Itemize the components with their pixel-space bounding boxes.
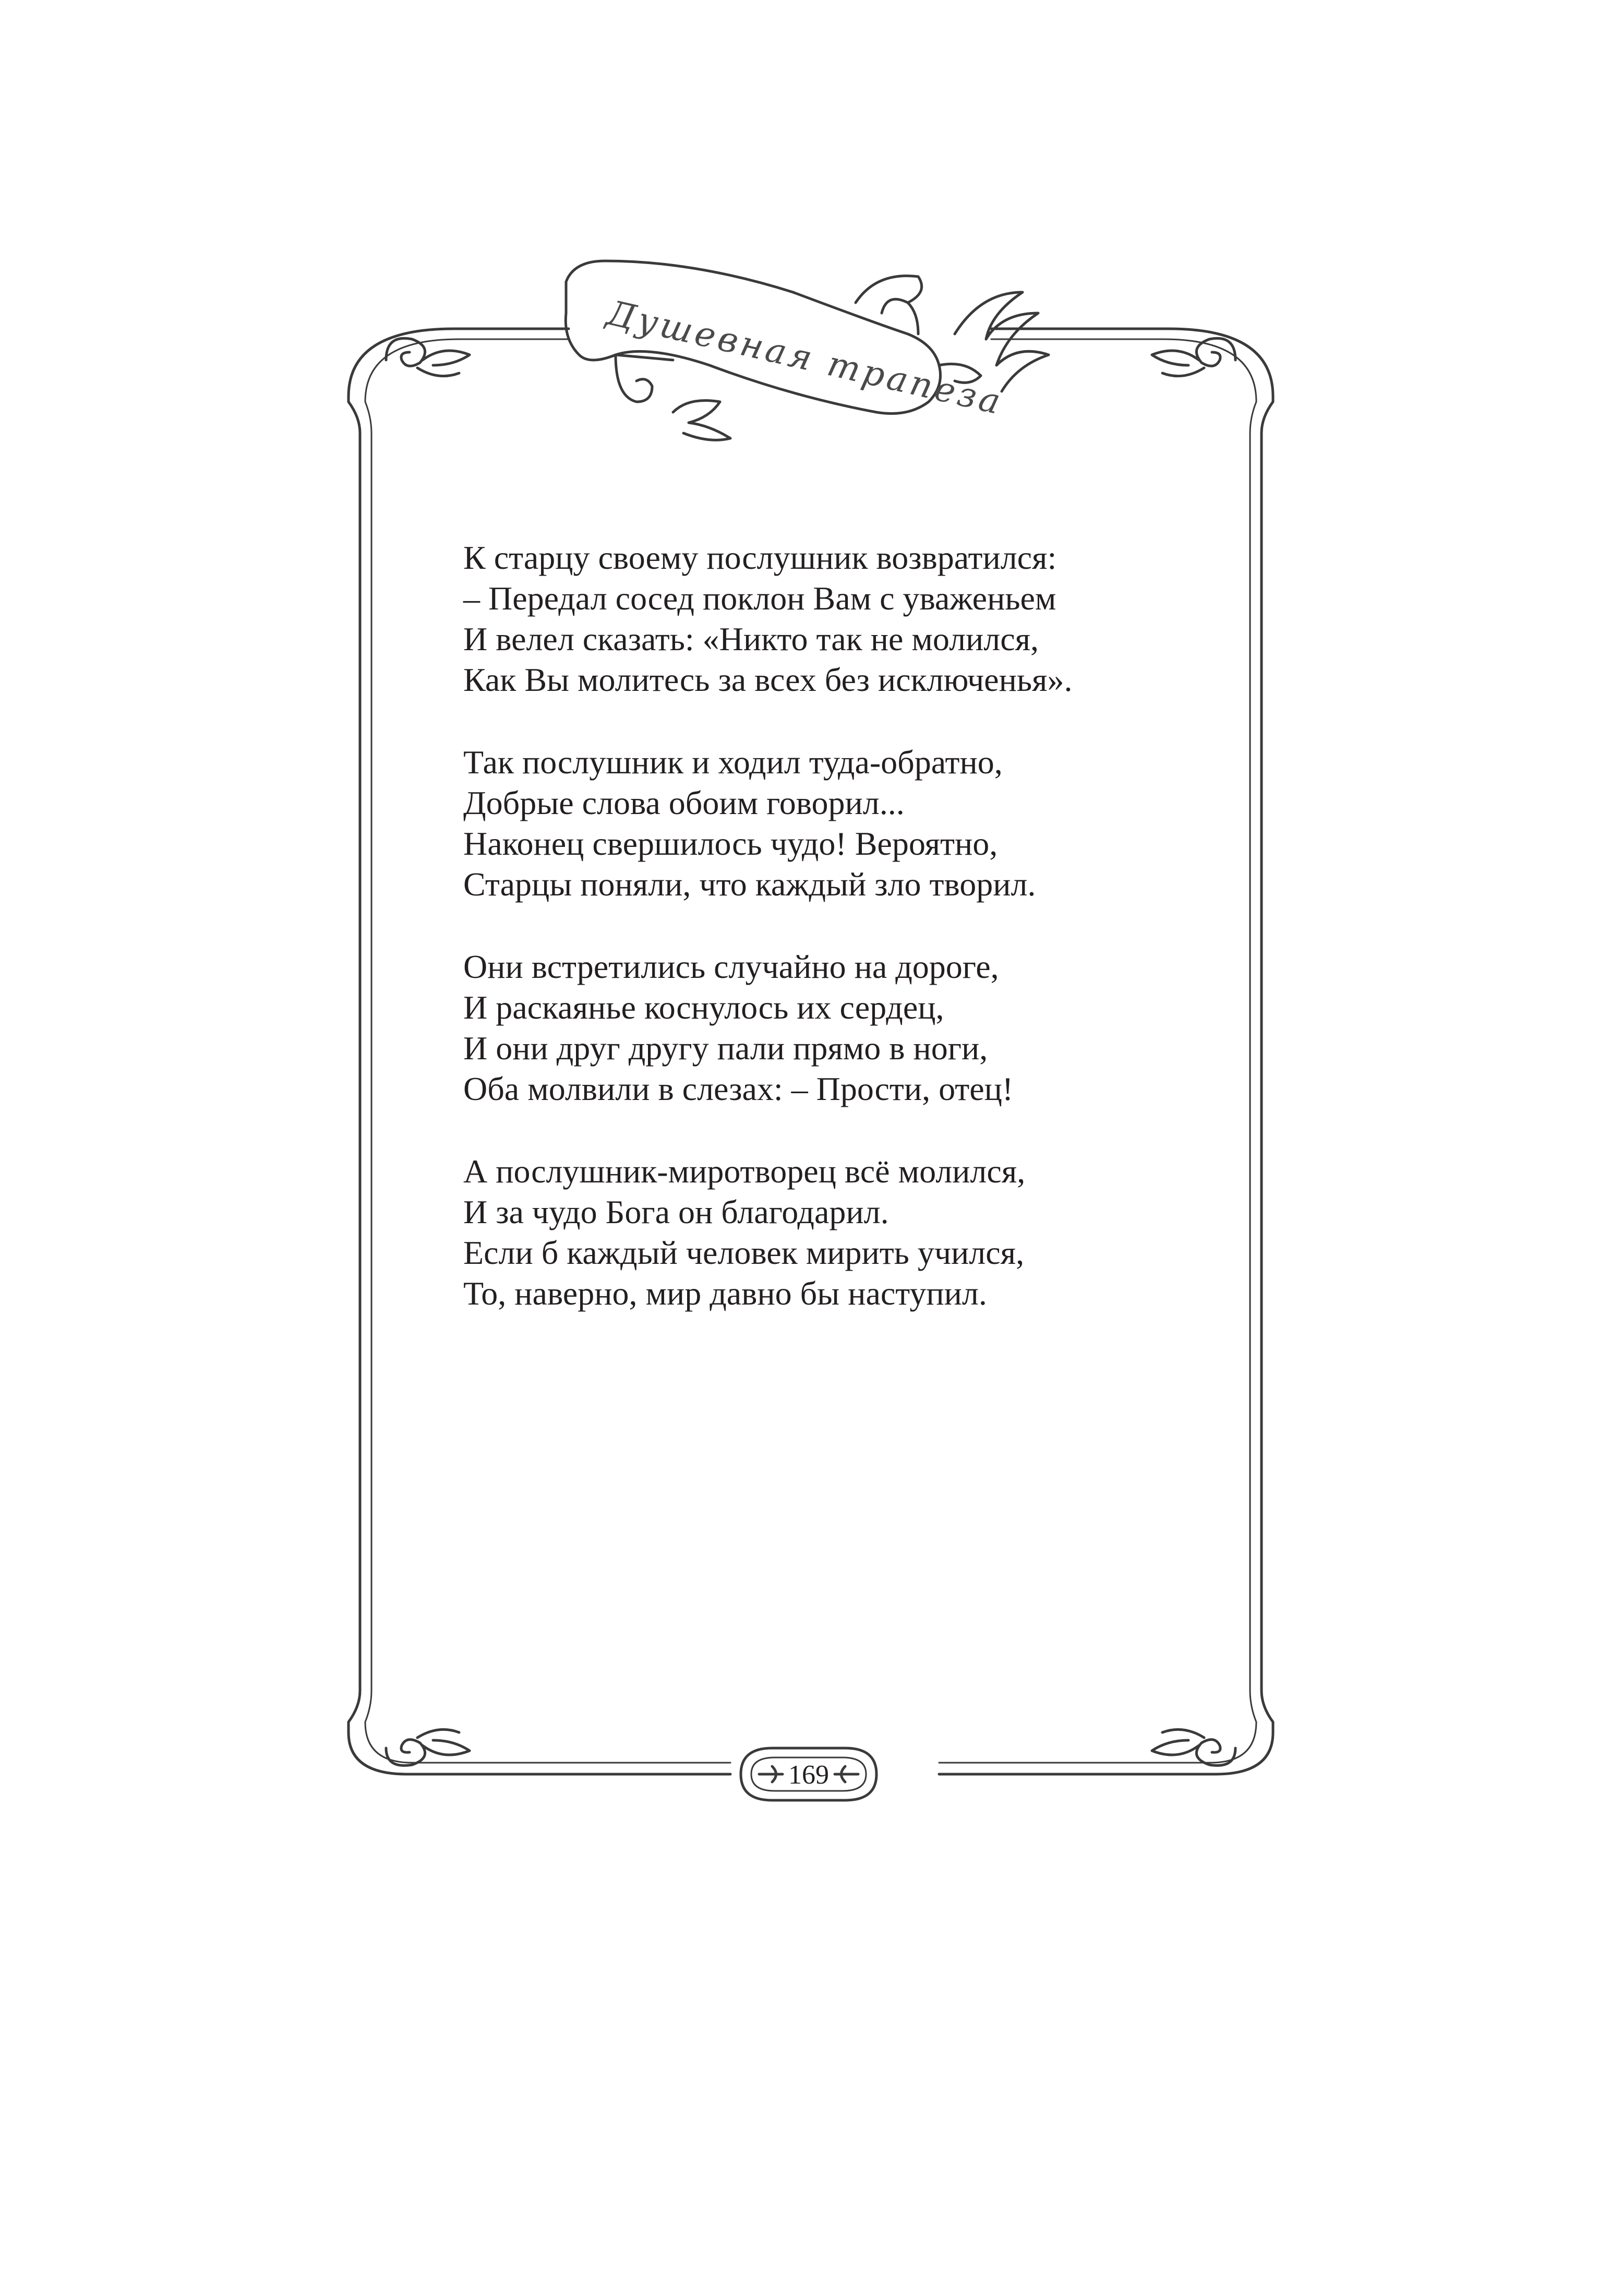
poem-body (463, 537, 1246, 1356)
poem-line: И они друг другу пали прямо в ноги, (463, 1030, 988, 1067)
poem-line: И велел сказать: «Никто так не молился, (463, 620, 1039, 657)
poem-line: И раскаянье коснулось их сердец, (463, 989, 944, 1026)
poem-line: И за чудо Бога он благодарил. (463, 1193, 889, 1230)
poem-line: Старцы поняли, что каждый зло творил. (463, 866, 1036, 903)
poem-line: Наконец свершилось чудо! Вероятно, (463, 825, 998, 862)
poem-line: Если б каждый человек мирить учился, (463, 1234, 1025, 1271)
poem-line: То, наверно, мир давно бы наступил. (463, 1275, 987, 1312)
stanza-4 (463, 1151, 1246, 1314)
stanza-2 (463, 742, 1246, 905)
banner-title: Душевная трапеза (603, 292, 1007, 423)
poem-line: Оба молвили в слезах: – Прости, отец! (463, 1070, 1014, 1107)
corner-flourish-top-right-icon (1152, 338, 1235, 376)
corner-flourish-top-left-icon (386, 338, 470, 376)
stanza-1 (463, 537, 1246, 700)
stanza-3 (463, 947, 1246, 1109)
poem-line: Как Вы молитесь за всех без исключенья». (463, 661, 1073, 698)
corner-flourish-bottom-left-icon (386, 1729, 470, 1765)
poem-line: Так послушник и ходил туда-обратно, (463, 744, 1003, 781)
poem-line: А послушник-миротворец всё молился, (463, 1153, 1026, 1190)
poem-line: Добрые слова обоим говорил... (463, 784, 905, 821)
page-number: 169 (788, 1760, 829, 1790)
poem-line: – Передал сосед поклон Вам с уваженьем (463, 580, 1056, 617)
poem-line: К старцу своему послушник возвратился: (463, 539, 1057, 576)
corner-flourish-bottom-right-icon (1152, 1729, 1235, 1765)
poem-line: Они встретились случайно на дороге, (463, 948, 999, 985)
